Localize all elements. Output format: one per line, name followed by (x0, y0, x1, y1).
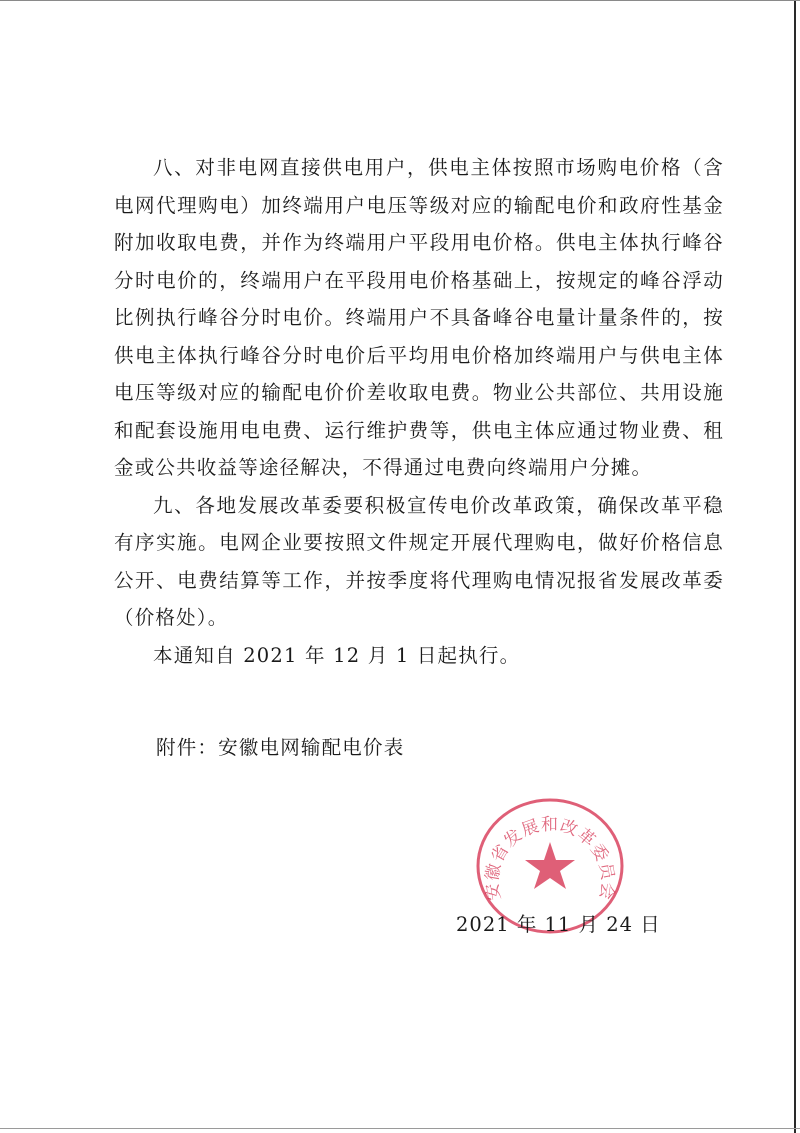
effective-date-paragraph: 本通知自 2021 年 12 月 1 日起执行。 (153, 643, 521, 667)
seal-text: 安徽省发展和改革委员会 (482, 815, 618, 902)
attachment-line: 附件：安徽电网输配电价表 (156, 736, 405, 759)
document-body (114, 149, 724, 674)
signing-date: 2021 年 11 月 24 日 (456, 913, 661, 936)
scan-edge-right (794, 1, 796, 1133)
paragraph-nine: 九、各地发展改革委要积极宣传电价改革政策，确保改革平稳有序实施。电网企业要按照文件规定开展代理购电，做好价格信息公开、电费结算等工作，并按季度将代理购电情况报省发展改革委（价格处）。 (114, 493, 724, 629)
paragraph-eight: 八、对非电网直接供电用户，供电主体按照市场购电价格（含电网代理购电）加终端用户电压等级对应的输配电价和政府性基金附加收取电费，并作为终端用户平段用电价格。供电主体执行峰谷分时电价的，终端用户在平段用电价格基础上，按规定的峰谷浮动比例执行峰谷分时电价。终端用户不具备峰谷电量计量条件的，按供电主体执行峰谷分时电价后平均用电价格加终端用户与供电主体电压等级对应的输配电价价差收取电费。物业公共部位、共用设施和配套设施用电电费、运行维护费等，供电主体应通过物业费、租金或公共收益等途径解决，不得通过电费向终端用户分摊。 (114, 156, 724, 479)
scan-edge-bottom (0, 1128, 800, 1129)
